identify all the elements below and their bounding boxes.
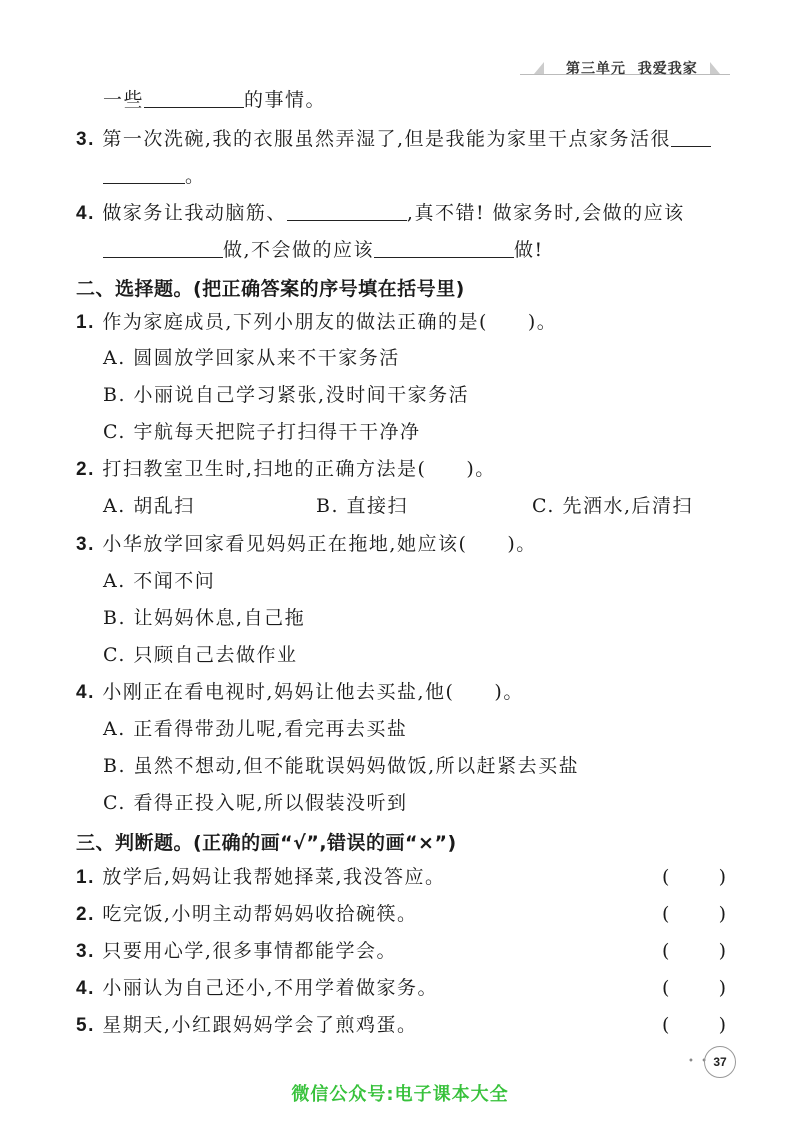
judge-item-1: 1. 放学后,妈妈让我帮她择菜,我没答应。	[76, 866, 446, 888]
choice-q1-option-b: B. 小丽说自己学习紧张,没时间干家务活	[103, 384, 470, 406]
judge-answer-paren-2[interactable]: ( )	[662, 903, 726, 925]
fill-q3-continuation: 。	[103, 164, 206, 188]
page-header	[520, 58, 730, 80]
section-title-choice: 二、选择题。(把正确答案的序号填在括号里)	[76, 278, 465, 300]
section-title-judge: 三、判断题。(正确的画“√”,错误的画“×”)	[76, 832, 457, 854]
answer-blank[interactable]	[103, 165, 185, 184]
choice-q4-option-c: C. 看得正投入呢,所以假装没听到	[103, 792, 408, 814]
judge-item-4: 4. 小丽认为自己还小,不用学着做家务。	[76, 977, 438, 999]
page-dots-icon: • •	[688, 1056, 709, 1067]
judge-answer-paren-5[interactable]: ( )	[662, 1014, 726, 1036]
choice-q4-option-b: B. 虽然不想动,但不能耽误妈妈做饭,所以赶紧去买盐	[103, 755, 580, 777]
fill-q2-continuation: 一些 的事情。	[103, 89, 327, 111]
choice-q2: 2. 打扫教室卫生时,扫地的正确方法是( )。	[76, 458, 496, 480]
choice-q4: 4. 小刚正在看电视时,妈妈让他去买盐,他( )。	[76, 681, 524, 703]
choice-q2-option-c: C. 先洒水,后清扫	[532, 495, 693, 517]
judge-item-2: 2. 吃完饭,小明主动帮妈妈收拾碗筷。	[76, 903, 418, 925]
choice-q3: 3. 小华放学回家看见妈妈正在拖地,她应该( )。	[76, 533, 537, 555]
choice-q2-option-a: A. 胡乱扫	[103, 495, 195, 517]
answer-blank[interactable]	[374, 239, 514, 258]
choice-q3-option-b: B. 让妈妈休息,自己拖	[103, 607, 306, 629]
judge-answer-paren-1[interactable]: ( )	[662, 866, 726, 888]
judge-answer-paren-3[interactable]: ( )	[662, 940, 726, 962]
judge-item-3: 3. 只要用心学,很多事情都能学会。	[76, 940, 397, 962]
choice-q4-option-a: A. 正看得带劲儿呢,看完再去买盐	[103, 718, 408, 740]
judge-answer-paren-4[interactable]: ( )	[662, 977, 726, 999]
fill-q4-continuation: 做,不会做的应该 做!	[103, 238, 544, 262]
answer-blank[interactable]	[287, 202, 407, 221]
fill-q3: 3. 第一次洗碗,我的衣服虽然弄湿了,但是我能为家里干点家务活很	[76, 127, 711, 152]
footer-watermark: 微信公众号:电子课本大全	[291, 1084, 509, 1105]
choice-q3-option-a: A. 不闻不问	[103, 570, 216, 592]
choice-q1-option-c: C. 宇航每天把院子打扫得干干净净	[103, 421, 421, 443]
header-triangle-right-icon	[710, 62, 720, 74]
choice-q3-option-c: C. 只顾自己去做作业	[103, 644, 298, 666]
answer-blank[interactable]	[144, 89, 244, 108]
answer-blank[interactable]	[103, 239, 223, 258]
header-triangle-left-icon	[534, 62, 544, 74]
answer-blank[interactable]	[671, 128, 711, 147]
choice-q2-option-b: B. 直接扫	[316, 495, 409, 517]
choice-q1: 1. 作为家庭成员,下列小朋友的做法正确的是( )。	[76, 311, 558, 333]
choice-q1-option-a: A. 圆圆放学回家从来不干家务活	[103, 347, 400, 369]
fill-q4: 4. 做家务让我动脑筋、 ,真不错! 做家务时,会做的应该	[76, 202, 685, 224]
header-title: 第三单元 我爱我家	[566, 61, 698, 77]
judge-item-5: 5. 星期天,小红跟妈妈学会了煎鸡蛋。	[76, 1014, 418, 1036]
page-number: 37	[704, 1046, 736, 1078]
